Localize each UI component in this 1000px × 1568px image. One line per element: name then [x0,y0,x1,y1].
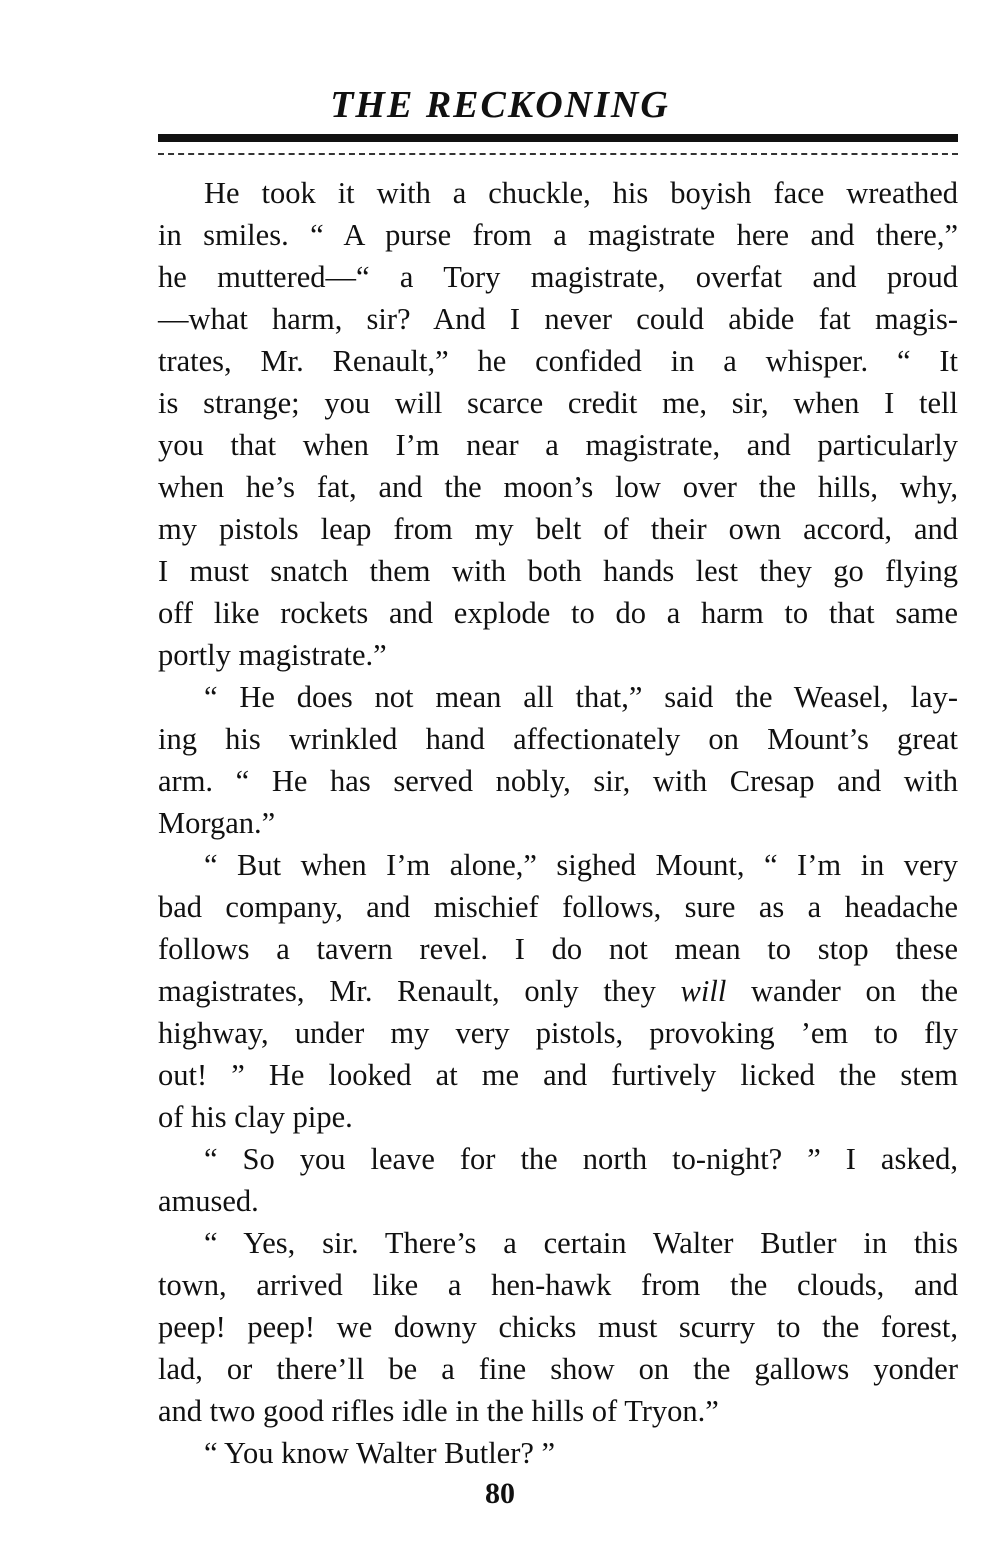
text-line: I must snatch them with both hands lest they go flying [158,554,958,588]
running-title: THE RECKONING [330,84,670,126]
text-line: “ But when I’m alone,” sighed Mount, “ I’m in very [204,848,958,882]
text-line: lad, or there’ll be a fine show on the gallows yonder [158,1352,958,1386]
page-number: 80 [485,1477,515,1510]
text-line: bad company, and mischief follows, sure as a headache [158,890,958,924]
text-line: “ You know Walter Butler? ” [204,1436,556,1470]
text-line: is strange; you will scarce credit me, sir, when I tell [158,386,958,420]
text-line: he muttered—“ a Tory magistrate, overfat and proud [158,260,958,294]
text-line: —what harm, sir? And I never could abide fat magis- [158,302,958,336]
header-rule-thick [158,134,958,142]
text-line: arm. “ He has served nobly, sir, with Cresap and with [158,764,958,798]
text-line: my pistols leap from my belt of their own accord, and [158,512,958,546]
text-line: “ So you leave for the north to-night? ” I asked, [204,1142,958,1176]
text-segment: magistrates, Mr. Renault, only they [158,974,681,1008]
text-line: highway, under my very pistols, provoking ’em to fly [158,1016,958,1050]
text-line: town, arrived like a hen-hawk from the clouds, and [158,1268,958,1302]
text-line: follows a tavern revel. I do not mean to stop these [158,932,958,966]
text-line: amused. [158,1184,259,1218]
text-line: in smiles. “ A purse from a magistrate here and there,” [158,218,958,252]
header-rule-thin [158,153,958,155]
text-line: out! ” He looked at me and furtively licked the stem [158,1058,958,1092]
text-line: when he’s fat, and the moon’s low over the hills, why, [158,470,958,504]
text-line: He took it with a chuckle, his boyish face wreathed [204,176,958,210]
text-line: “ He does not mean all that,” said the Weasel, lay- [204,680,958,714]
text-line: Morgan.” [158,806,276,840]
text-line: trates, Mr. Renault,” he confided in a whisper. “ It [158,344,958,378]
text-line: ing his wrinkled hand affectionately on Mount’s great [158,722,958,756]
body-text [158,172,958,1474]
italic-word: will [680,974,727,1008]
text-line: portly magistrate.” [158,638,387,672]
text-line: and two good rifles idle in the hills of Tryon.” [158,1394,719,1428]
text-line: peep! peep! we downy chicks must scurry to the forest, [158,1310,958,1344]
text-line: of his clay pipe. [158,1100,353,1134]
text-line [158,970,958,1012]
text-line: off like rockets and explode to do a harm to that same [158,596,958,630]
text-segment: wander on the [726,974,958,1008]
text-line: “ Yes, sir. There’s a certain Walter Butler in this [204,1226,958,1260]
text-line: you that when I’m near a magistrate, and particularly [158,428,958,462]
